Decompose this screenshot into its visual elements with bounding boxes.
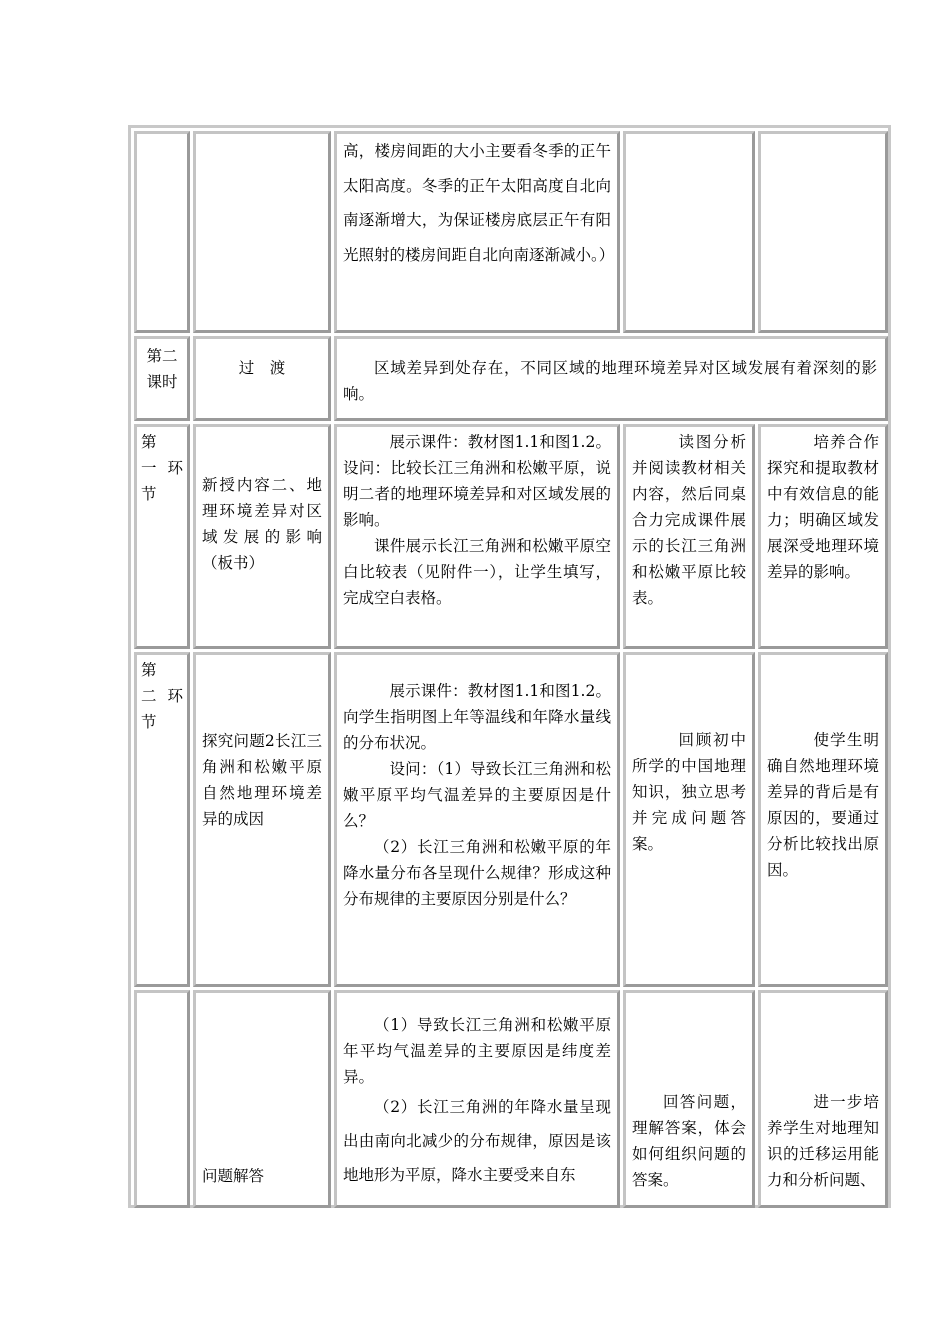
row1-col2-cell	[193, 131, 331, 333]
row5-content-p2: （2）长江三角洲的年降水量呈现出由南向北减少的分布规律，原因是该地地形为平原，降水主要受来自东	[343, 1098, 611, 1184]
row3-content-cell	[334, 424, 620, 649]
row2-col2-cell	[193, 336, 331, 421]
row3-col2-cell	[193, 424, 331, 649]
row5-col2-cell	[193, 990, 331, 1208]
row1-col1-cell	[134, 131, 190, 333]
row4-content-cell	[334, 652, 620, 987]
row2-content-cell	[334, 336, 888, 421]
row5-content-cell	[334, 990, 620, 1208]
row5-purpose-text: 进一步培养学生对地理知识的迁移运用能力和分析问题、	[767, 1093, 879, 1189]
row3-student-text: 读图分析并阅读教材相关内容，然后同桌合力完成课件展示的长江三角洲和松嫩平原比较表。	[632, 433, 746, 607]
row3-purpose-cell	[758, 424, 888, 649]
row3-purpose-text: 培养合作探究和提取教材中有效信息的能力；明确区域发展深受地理环境差异的影响。	[767, 433, 879, 581]
row4-purpose-text: 使学生明确自然地理环境差异的背后是有原因的，要通过分析比较找出原因。	[767, 731, 879, 879]
row3-col1-cell	[134, 424, 190, 649]
row4-purpose-cell	[758, 652, 888, 987]
row4-stage-label: 第 二环节	[141, 661, 183, 731]
row4-content-p3: （2）长江三角洲和松嫩平原的年降水量分布各呈现什么规律？形成这种分布规律的主要原因分别是什么？	[343, 838, 611, 908]
row1-content-text: 高，楼房间距的大小主要看冬季的正午太阳高度。冬季的正午太阳高度自北向南逐渐增大，为保证楼房底层正午有阳光照射的楼房间距自北向南逐渐减小。）	[343, 142, 615, 264]
row4-content-p1: 展示课件：教材图1.1和图1.2。向学生指明图上年等温线和年降水量线的分布状况。	[343, 682, 611, 752]
row2-col1-cell	[134, 336, 190, 421]
row2-transition-label: 过 渡	[238, 359, 286, 377]
row4-col2-cell	[193, 652, 331, 987]
row2-content-text: 区域差异到处存在，不同区域的地理环境差异对区域发展有着深刻的影响。	[343, 359, 877, 403]
row4-content-p2: 设问：（1）导致长江三角洲和松嫩平原平均气温差异的主要原因是什么？	[343, 760, 611, 830]
row1-student-cell	[623, 131, 755, 333]
row5-topic-text: 问题解答	[202, 1167, 265, 1185]
row5-col1-cell	[134, 990, 190, 1208]
row3-topic-text: 新授内容二、地理环境差异对区域发展的影响（板书）	[202, 476, 322, 572]
row4-topic-text: 探究问题2长江三角洲和松嫩平原自然地理环境差异的成因	[202, 732, 322, 828]
row3-content-p2: 课件展示长江三角洲和松嫩平原空白比较表（见附件一），让学生填写，完成空白表格。	[343, 537, 611, 607]
row4-col1-cell	[134, 652, 190, 987]
row5-student-text: 回答问题，理解答案，体会如何组织问题的答案。	[632, 1093, 746, 1189]
row3-content-p1: 展示课件：教材图1.1和图1.2。设问：比较长江三角洲和松嫩平原，说明二者的地理环境差异和对区域发展的影响。	[343, 433, 611, 529]
row1-content-cell	[334, 131, 620, 333]
row4-student-text: 回顾初中所学的中国地理知识，独立思考并完成问题答案。	[632, 731, 746, 853]
row5-purpose-cell	[758, 990, 888, 1208]
row3-stage-label: 第 一环节	[141, 433, 183, 503]
row4-student-cell	[623, 652, 755, 987]
lesson-plan-table	[128, 125, 891, 1208]
row3-student-cell	[623, 424, 755, 649]
row5-content-p1: （1）导致长江三角洲和松嫩平原年平均气温差异的主要原因是纬度差异。	[343, 1016, 611, 1086]
row5-student-cell	[623, 990, 755, 1208]
row1-purpose-cell	[758, 131, 888, 333]
row2-period-label: 第二课时	[146, 347, 178, 391]
